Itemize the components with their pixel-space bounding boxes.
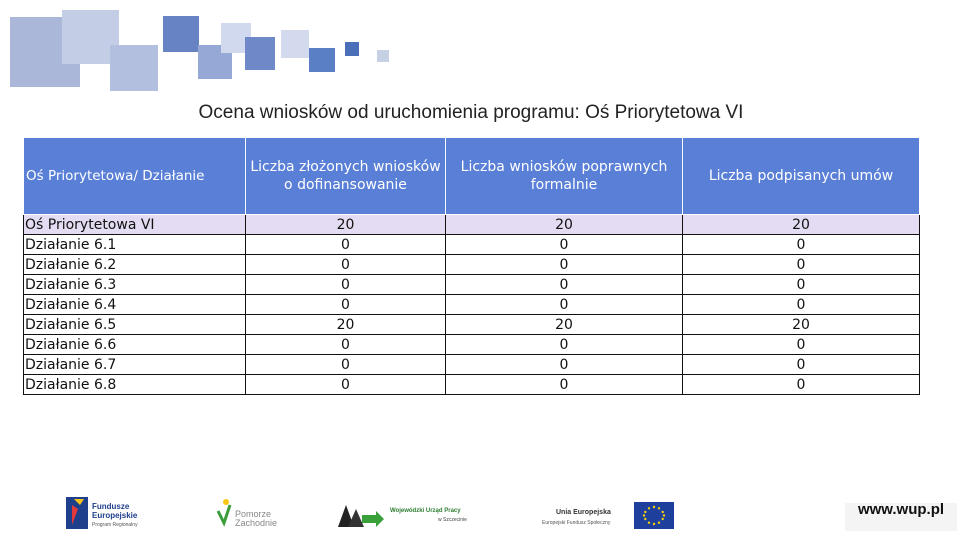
header-signed: Liczba podpisanych umów [683, 138, 920, 215]
submitted-value: 0 [246, 275, 446, 295]
row-label: Działanie 6.7 [24, 355, 246, 375]
svg-text:Europejskie: Europejskie [92, 511, 138, 520]
submitted-value: 0 [246, 255, 446, 275]
row-label: Działanie 6.6 [24, 335, 246, 355]
applications-table [23, 137, 920, 395]
table-row [24, 375, 920, 395]
row-label: Działanie 6.1 [24, 235, 246, 255]
correct-value: 0 [446, 235, 683, 255]
signed-value: 0 [683, 235, 920, 255]
correct-value: 0 [446, 335, 683, 355]
table-row [24, 315, 920, 335]
signed-value: 20 [683, 315, 920, 335]
submitted-value: 0 [246, 335, 446, 355]
correct-value: 0 [446, 255, 683, 275]
svg-text:Program Regionalny: Program Regionalny [92, 522, 138, 528]
header-axis-action: Oś Priorytetowa/ Działanie [24, 138, 246, 215]
header-submitted: Liczba złożonych wniosków o dofinansowanie [246, 138, 446, 215]
correct-value: 0 [446, 275, 683, 295]
header-correct: Liczba wniosków poprawnych formalnie [446, 138, 683, 215]
row-label: Działanie 6.5 [24, 315, 246, 335]
table-row [24, 275, 920, 295]
signed-value: 0 [683, 335, 920, 355]
table-row [24, 295, 920, 315]
correct-value: 0 [446, 295, 683, 315]
signed-value: 0 [683, 255, 920, 275]
correct-value: 20 [446, 315, 683, 335]
submitted-value: 0 [246, 375, 446, 395]
footer-logos [0, 495, 960, 535]
submitted-value: 0 [246, 235, 446, 255]
table-row [24, 215, 920, 235]
pomorze-zachodnie-logo [218, 499, 277, 528]
correct-value: 0 [446, 355, 683, 375]
wup-szczecin-logo [338, 505, 467, 527]
row-label: Działanie 6.8 [24, 375, 246, 395]
correct-value: 0 [446, 375, 683, 395]
svg-text:Fundusze: Fundusze [92, 502, 130, 511]
row-label: Oś Priorytetowa VI [24, 215, 246, 235]
svg-text:Pomorze: Pomorze [235, 509, 272, 519]
table-row [24, 355, 920, 375]
svg-text:Wojewódzki Urząd Pracy: Wojewódzki Urząd Pracy [390, 508, 461, 514]
submitted-value: 20 [246, 315, 446, 335]
signed-value: 0 [683, 355, 920, 375]
signed-value: 0 [683, 275, 920, 295]
signed-value: 0 [683, 295, 920, 315]
table-row [24, 255, 920, 275]
signed-value: 0 [683, 375, 920, 395]
svg-text:Europejski Fundusz Społeczny: Europejski Fundusz Społeczny [542, 520, 611, 526]
table-row [24, 335, 920, 355]
fundusze-europejskie-logo [66, 497, 138, 529]
correct-value: 20 [446, 215, 683, 235]
page-title: Ocena wniosków od uruchomienia programu: Oś Priorytetowa VI [198, 102, 744, 123]
table-header-row [24, 138, 920, 215]
eu-logo [542, 502, 674, 529]
signed-value: 20 [683, 215, 920, 235]
row-label: Działanie 6.3 [24, 275, 246, 295]
row-label: Działanie 6.4 [24, 295, 246, 315]
submitted-value: 0 [246, 355, 446, 375]
svg-text:Unia Europejska: Unia Europejska [556, 509, 611, 516]
row-label: Działanie 6.2 [24, 255, 246, 275]
svg-text:Zachodnie: Zachodnie [235, 518, 278, 528]
logos-strip [0, 495, 960, 535]
table-row [24, 235, 920, 255]
footer-url[interactable]: www.wup.pl [845, 503, 957, 531]
submitted-value: 20 [246, 215, 446, 235]
submitted-value: 0 [246, 295, 446, 315]
svg-text:w Szczecinie: w Szczecinie [438, 517, 467, 523]
